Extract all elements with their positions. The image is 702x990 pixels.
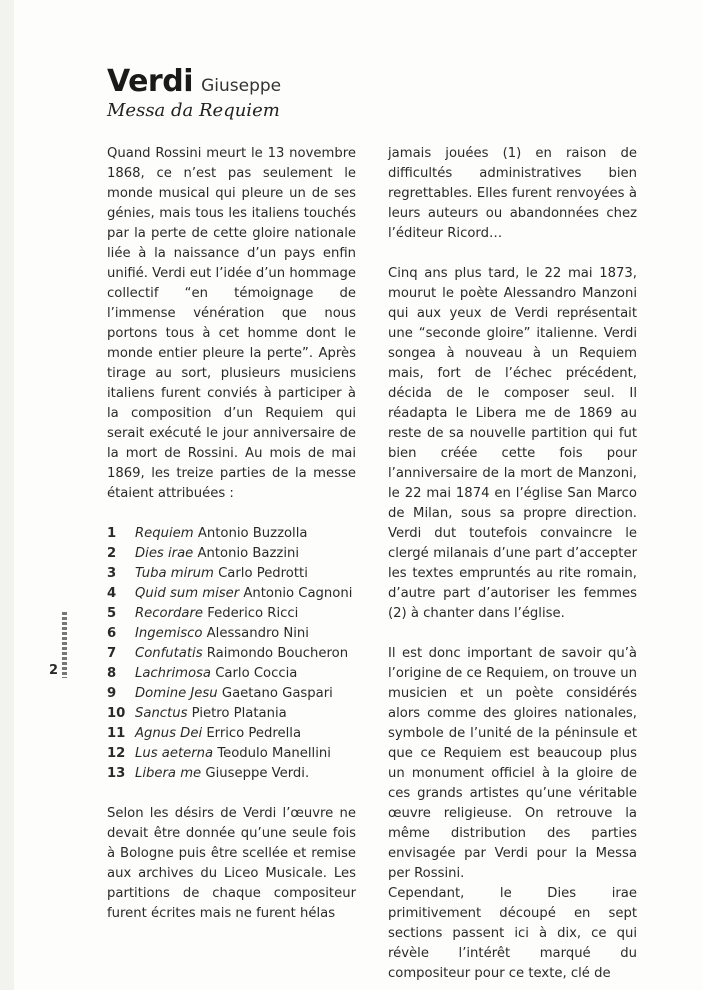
- part-title: Lus aeterna: [135, 746, 214, 761]
- left-column: [107, 144, 356, 924]
- paragraph-1: jamais jouées (1) en raison de difficultés administratives bien regrettables. Elles furent renvoyées à leurs auteurs ou abandonnées chez l’éditeur Ricord…: [388, 146, 637, 241]
- part-composer: Antonio Bazzini: [197, 546, 300, 561]
- part-number: 12: [107, 746, 126, 761]
- part-title: Confutatis: [135, 646, 203, 661]
- part-title: Recordare: [135, 606, 204, 621]
- part-title: Domine Jesu: [135, 686, 218, 701]
- part-number: 8: [107, 666, 117, 681]
- closing-paragraph: Selon les désirs de Verdi l’œuvre ne devait être donnée qu’une seule fois à Bologne puis être scellée et remise aux archives du Liceo Musicale. Les partitions de chaque compositeur furent écrites mais ne furent hélas: [107, 806, 356, 921]
- part-number: 5: [107, 606, 117, 621]
- part-item: [107, 644, 356, 664]
- part-number: 4: [107, 586, 117, 601]
- part-composer: Antonio Cagnoni: [243, 586, 353, 601]
- part-item: [107, 624, 356, 644]
- part-item: [107, 524, 356, 544]
- part-title: Ingemisco: [135, 626, 203, 641]
- part-title: Agnus Dei: [135, 726, 203, 741]
- part-item: [107, 584, 356, 604]
- part-title: Quid sum miser: [135, 586, 240, 601]
- part-composer: Carlo Pedrotti: [218, 566, 308, 581]
- paragraph-3: Il est donc important de savoir qu’à l’origine de ce Requiem, on trouve un musicien et un poète considérés alors comme des gloires nationales, symbole de l’unité de la péninsule et que ce Requiem est beaucoup plus un monument officiel à la gloire de ces grands artistes qu’une véritable œuvre religieuse. On retrouve la même distribution des parties envisagée par Verdi pour la Messa per Rossini.: [388, 646, 637, 881]
- part-number: 3: [107, 566, 117, 581]
- right-column: [388, 144, 637, 984]
- paragraph-4: Cependant, le Dies irae primitivement découpé en sept sections passent ici à dix, ce qui révèle l’intérêt marqué du compositeur pour ce texte, clé de: [388, 886, 637, 981]
- part-item: [107, 544, 356, 564]
- page-title: [107, 64, 281, 99]
- part-composer: Errico Pedrella: [206, 726, 302, 741]
- part-item: [107, 684, 356, 704]
- part-composer: Raimondo Boucheron: [206, 646, 349, 661]
- part-composer: Federico Ricci: [207, 606, 299, 621]
- part-number: 10: [107, 706, 126, 721]
- part-composer: Gaetano Gaspari: [221, 686, 333, 701]
- part-item: [107, 604, 356, 624]
- part-composer: Alessandro Nini: [206, 626, 309, 641]
- part-number: 11: [107, 726, 126, 741]
- parts-list: [107, 524, 356, 784]
- composer-first-name: Giuseppe: [201, 76, 282, 96]
- part-number: 6: [107, 626, 117, 641]
- work-title: Messa da Requiem: [107, 100, 280, 121]
- page-edge-shadow: [0, 0, 14, 990]
- part-title: Tuba mirum: [135, 566, 214, 581]
- part-title: Dies irae: [135, 546, 194, 561]
- part-title: Lachrimosa: [135, 666, 211, 681]
- part-composer: Teodulo Manellini: [217, 746, 331, 761]
- part-number: 9: [107, 686, 117, 701]
- part-title: Requiem: [135, 526, 194, 541]
- part-title: Libera me: [135, 766, 202, 781]
- part-item: [107, 664, 356, 684]
- part-title: Sanctus: [135, 706, 188, 721]
- part-item: [107, 764, 356, 784]
- part-number: 13: [107, 766, 126, 781]
- intro-paragraph: Quand Rossini meurt le 13 novembre 1868, ce n’est pas seulement le monde musical qui pleure un de ses génies, mais tous les italiens touchés par la perte de cette gloire nationale liée à la naissance d’un pays enfin unifié. Verdi eut l’idée d’un hommage collectif “en témoignage de l’immense vénération que nous portons tous à cet homme dont le monde entier pleure la perte”. Après tirage au sort, plusieurs musiciens italiens furent conviés à participer à la composition d’un Requiem qui serait exécuté le jour anniversaire de la mort de Rossini. Au mois de mai 1869, les treize parties de la messe étaient attribuées :: [107, 146, 357, 501]
- part-composer: Giuseppe Verdi.: [205, 766, 310, 781]
- part-item: [107, 744, 356, 764]
- part-item: [107, 704, 356, 724]
- part-composer: Pietro Platania: [191, 706, 287, 721]
- part-item: [107, 724, 356, 744]
- paragraph-2: Cinq ans plus tard, le 22 mai 1873, mourut le poète Alessandro Manzoni qui aux yeux de Verdi représentait une “seconde gloire” italienne. Verdi songea à nouveau à un Requiem mais, fort de l’échec précédent, décida de le composer seul. Il réadapta le Libera me de 1869 au reste de sa nouvelle partition qui fut bien créée cette fois pour l’anniversaire de la mort de Manzoni, le 22 mai 1874 en l’église San Marco de Milan, sous sa propre direction. Verdi dut toutefois convaincre le clergé milanais d’une part d’accepter les textes empruntés au rite romain, d’autre part d’autoriser les femmes (2) à chanter dans l’église.: [388, 266, 637, 621]
- part-number: 1: [107, 526, 117, 541]
- part-number: 7: [107, 646, 117, 661]
- part-item: [107, 564, 356, 584]
- part-composer: Antonio Buzzolla: [197, 526, 308, 541]
- part-composer: Carlo Coccia: [215, 666, 298, 681]
- part-number: 2: [107, 546, 117, 561]
- composer-name: Verdi: [107, 64, 193, 99]
- page-marker-bar: [62, 612, 67, 678]
- page-number: 2: [49, 663, 59, 678]
